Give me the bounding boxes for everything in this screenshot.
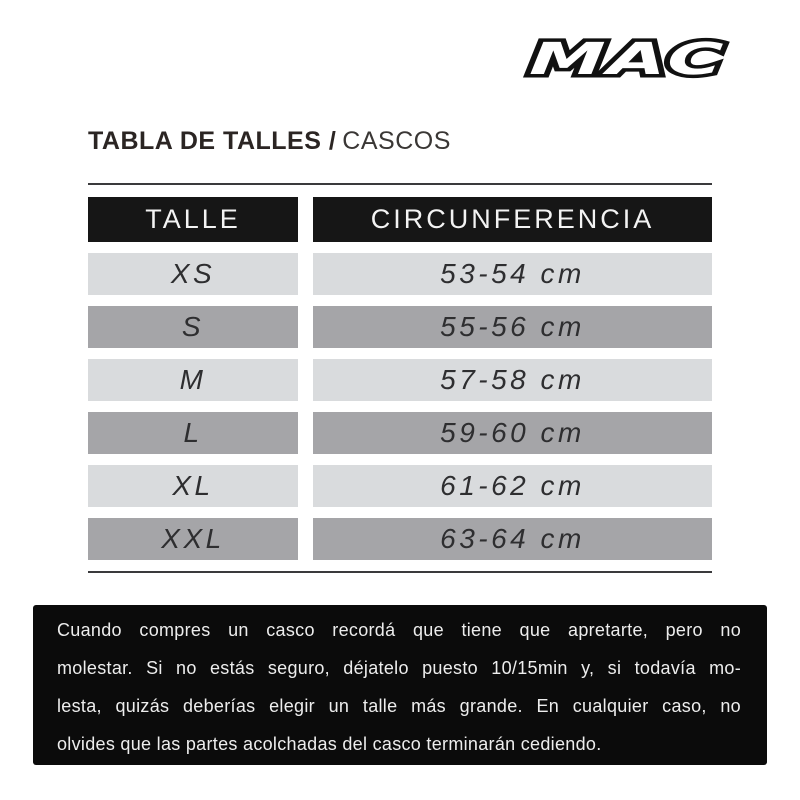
table-row	[88, 412, 712, 454]
circumference-cell: 61-62 cm	[313, 465, 712, 507]
fit-advice-note	[33, 605, 767, 765]
circumference-cell: 63-64 cm	[313, 518, 712, 560]
size-cell: S	[88, 306, 298, 348]
table-bottom-rule	[88, 571, 712, 573]
logo-text: MAC	[528, 34, 647, 85]
circumference-cell: 57-58 cm	[313, 359, 712, 401]
page-title	[88, 127, 451, 156]
note-line: olvides que las partes acolchadas del casco terminarán cediendo.	[57, 734, 602, 754]
table-row	[88, 465, 712, 507]
circumference-cell: 59-60 cm	[313, 412, 712, 454]
note-line: lesta, quizás deberías elegir un talle más grande. En cualquier caso, no	[57, 696, 741, 716]
table-header-row	[88, 197, 712, 242]
table-row	[88, 518, 712, 560]
size-cell: L	[88, 412, 298, 454]
size-cell: XXL	[88, 518, 298, 560]
page-title-bold: TABLA DE TALLES /	[88, 127, 337, 155]
table-top-rule	[88, 183, 712, 185]
circumference-cell: 55-56 cm	[313, 306, 712, 348]
size-cell: XL	[88, 465, 298, 507]
size-cell: M	[88, 359, 298, 401]
size-table	[88, 183, 712, 573]
circumference-cell: 53-54 cm	[313, 253, 712, 295]
header-talle: TALLE	[88, 197, 298, 242]
note-line: molestar. Si no estás seguro, déjatelo puesto 10/15min y, si todavía mo-	[57, 658, 741, 678]
brand-logo	[515, 30, 745, 86]
note-line: Cuando compres un casco recordá que tiene que apretarte, pero no	[57, 620, 741, 640]
page-title-regular: CASCOS	[342, 127, 451, 155]
size-cell: XS	[88, 253, 298, 295]
header-circunferencia: CIRCUNFERENCIA	[313, 197, 712, 242]
table-row	[88, 306, 712, 348]
table-row	[88, 359, 712, 401]
mac-logo-icon	[515, 30, 745, 86]
table-row	[88, 253, 712, 295]
